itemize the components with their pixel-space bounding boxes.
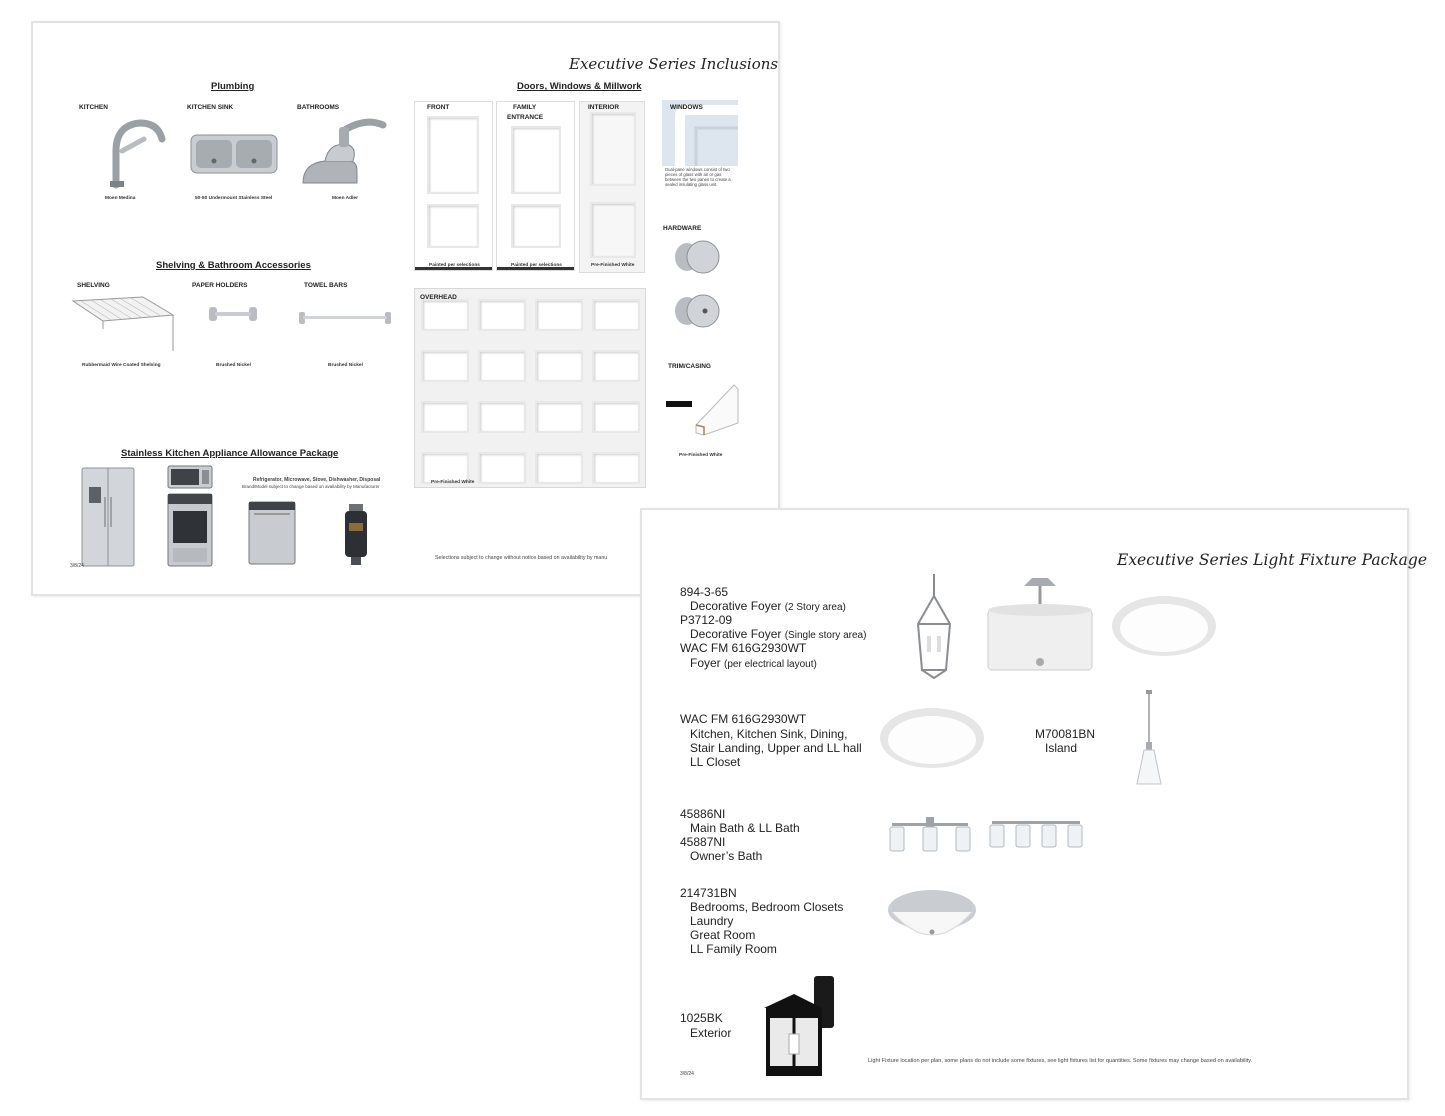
island-pendant-image: [1134, 690, 1164, 790]
kitchen-sink-label: KITCHEN SINK: [187, 104, 234, 111]
foyer-single-model: P3712-09: [680, 613, 733, 627]
door-panel: [590, 112, 636, 186]
family-door-caption: Painted per selections: [511, 263, 562, 268]
garage-panel: [478, 299, 526, 331]
garage-panel: [478, 452, 526, 484]
foyer-flush-desc: Foyer (per electrical layout): [690, 656, 817, 670]
door-panel: [511, 126, 561, 194]
bathroom-faucet-label: BATHROOMS: [297, 104, 340, 111]
kitchen-sink-image: [189, 131, 279, 177]
trim-label: TRIM/CASING: [668, 363, 711, 370]
front-door: [414, 101, 493, 271]
garage-panel: [478, 350, 526, 382]
inclusions-title: Executive Series Inclusions: [569, 55, 779, 73]
island-model: M70081BN: [1035, 727, 1096, 741]
bedroom-line-1: Bedrooms, Bedroom Closets: [690, 900, 844, 914]
front-door-caption: Painted per selections: [429, 263, 480, 268]
garage-panel: [592, 401, 640, 433]
exterior-desc: Exterior: [690, 1026, 732, 1040]
foyer-flush-model: WAC FM 616G2930WT: [680, 641, 807, 655]
overhead-caption: Pre-Finished White: [431, 480, 475, 485]
garage-panel: [478, 401, 526, 433]
appliances-heading: Stainless Kitchen Appliance Allowance Package: [121, 448, 339, 459]
lighting-date: 3/8/24: [680, 1071, 694, 1077]
kitchen-line-1: Kitchen, Kitchen Sink, Dining,: [690, 727, 848, 741]
inclusions-date: 3/8/24: [70, 563, 84, 569]
exterior-lantern-image: [754, 972, 844, 1082]
door-panel: [427, 204, 479, 248]
foyer-2story-desc: Decorative Foyer (2 Story area): [690, 599, 846, 613]
shelving-caption: Rubbermaid Wire Coated Shelving: [82, 363, 161, 368]
bedroom-line-3: Great Room: [690, 928, 756, 942]
kitchen-sink-caption: 50-50 Undermount Stainless Steel: [195, 196, 273, 201]
paper-holders-label: PAPER HOLDERS: [192, 282, 248, 289]
garage-panel: [592, 452, 640, 484]
family-door-label-2: ENTRANCE: [507, 114, 544, 121]
kitchen-faucet-label: KITCHEN: [79, 104, 108, 111]
kitchen-model: WAC FM 616G2930WT: [680, 712, 807, 726]
kitchen-line-2: Stair Landing, Upper and LL hall: [690, 741, 862, 755]
dishwasher-image: [248, 501, 296, 565]
trim-profile-icon: [666, 401, 692, 407]
bedroom-line-4: LL Family Room: [690, 942, 777, 956]
towel-bars-label: TOWEL BARS: [304, 282, 348, 289]
exterior-model: 1025BK: [680, 1011, 723, 1025]
appliances-list: Refrigerator, Microwave, Stove, Dishwasher, Disposal: [253, 477, 381, 483]
bath-main-desc: Main Bath & LL Bath: [690, 821, 800, 835]
bath-owner-model: 45887NI: [680, 835, 726, 849]
interior-door-label: INTERIOR: [588, 104, 620, 111]
door-panel: [511, 204, 561, 248]
towel-bars-caption: Brushed Nickel: [328, 363, 363, 368]
garage-panel: [592, 350, 640, 382]
foyer-single-desc: Decorative Foyer (Single story area): [690, 627, 867, 641]
bath-main-model: 45886NI: [680, 807, 726, 821]
garage-panel: [535, 350, 583, 382]
trim-caption: Pre-Finished White: [679, 453, 723, 458]
shelving-label: SHELVING: [77, 282, 110, 289]
interior-door: [579, 101, 645, 273]
paper-holders-caption: Brushed Nickel: [216, 363, 251, 368]
foyer-2story-model: 894-3-65: [680, 585, 729, 599]
lighting-title: Executive Series Light Fixture Package: [1117, 551, 1428, 569]
garage-panel: [535, 452, 583, 484]
windows-caption: Dual-pane windows consist of two pieces of glass with air or gas between the two panes to create a sealed insulating glass unit.: [665, 167, 731, 187]
windows-label: WINDOWS: [670, 104, 703, 111]
garage-panel: [592, 299, 640, 331]
bathroom-faucet-caption: Moen Adler: [332, 196, 358, 201]
passage-knob-icon: [673, 235, 725, 279]
vanity-light-3-image: [888, 815, 972, 855]
garage-panel: [535, 299, 583, 331]
microwave-image: [167, 465, 213, 489]
garage-panel: [421, 350, 469, 382]
kitchen-faucet-image: [88, 111, 168, 189]
interior-door-caption: Pre-Finished White: [591, 263, 635, 268]
inclusions-footer: Selections subject to change without notice based on availability by manu: [435, 555, 608, 561]
hardware-label: HARDWARE: [663, 225, 702, 232]
disposal-image: [343, 503, 369, 567]
garage-panel: [421, 401, 469, 433]
overhead-garage-door: [414, 288, 646, 488]
garage-panel: [421, 299, 469, 331]
vanity-light-4-image: [988, 815, 1084, 851]
lantern-pendant-image: [908, 574, 960, 682]
lighting-sheet: [640, 508, 1428, 1100]
family-entrance-door: [496, 101, 575, 271]
kitchen-faucet-caption: Moen Medina: [105, 196, 136, 201]
wire-shelf-image: [71, 293, 175, 355]
family-door-label: FAMILY: [513, 104, 537, 111]
front-door-label: FRONT: [427, 104, 450, 111]
doors-heading: Doors, Windows & Millwork: [517, 81, 642, 92]
drum-semi-flush-image: [984, 576, 1096, 676]
door-panel: [590, 202, 636, 258]
flush-mount-image-foyer: [1110, 594, 1218, 662]
overhead-label: OVERHEAD: [420, 294, 457, 301]
paper-holder-image: [207, 303, 259, 327]
trim-casing-image: [694, 383, 740, 439]
range-image: [167, 493, 213, 567]
plumbing-heading: Plumbing: [211, 81, 255, 92]
refrigerator-image: [81, 467, 135, 567]
bedroom-line-2: Laundry: [690, 914, 734, 928]
bedroom-model: 214731BN: [680, 886, 737, 900]
appliances-note: Brand/Model subject to change based on availability by Manufacturer: [242, 484, 380, 489]
dome-flush-image: [886, 888, 978, 950]
island-desc: Island: [1045, 741, 1078, 755]
bathroom-faucet-image: [295, 111, 387, 187]
flush-mount-image-kitchen: [878, 706, 986, 774]
shelving-heading: Shelving & Bathroom Accessories: [156, 260, 311, 271]
lighting-footer: Light Fixture location per plan, some plans do not include some fixtures, see light fixtures list for quantities. Some fixtures may change based on availability.: [868, 1058, 1253, 1064]
bath-owner-desc: Owner’s Bath: [690, 849, 763, 863]
door-panel: [427, 116, 479, 194]
garage-panel: [535, 401, 583, 433]
kitchen-line-3: LL Closet: [690, 755, 741, 769]
keyed-knob-icon: [673, 289, 725, 333]
towel-bar-image: [297, 309, 393, 327]
